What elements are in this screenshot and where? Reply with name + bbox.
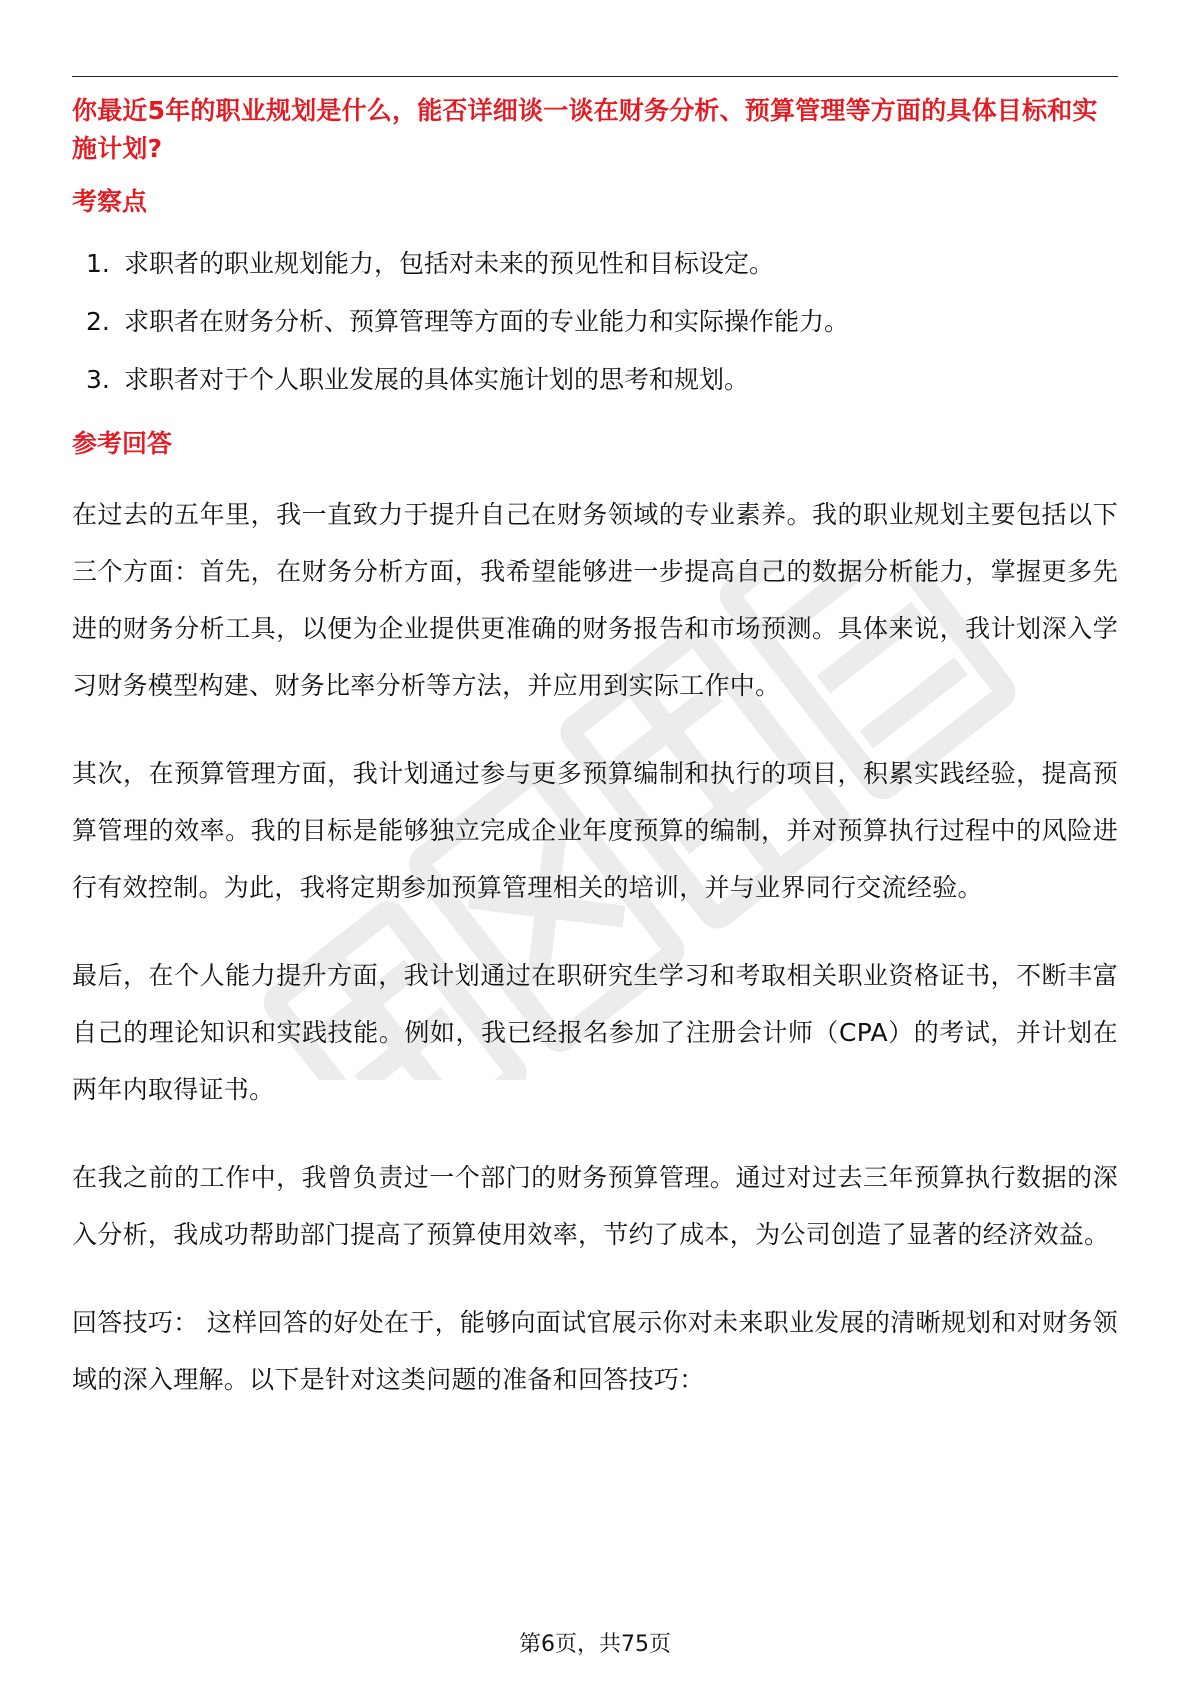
points-heading: 考察点 — [72, 187, 148, 216]
answer-tips-paragraph: 回答技巧： 这样回答的好处在于，能够向面试官展示你对未来职业发展的清晰规划和对财务领域的深入理解。以下是针对这类问题的准备和回答技巧： — [72, 1308, 1118, 1394]
list-item-number: 1. — [86, 249, 110, 278]
page-number-footer: 第6页，共75页 — [519, 1632, 671, 1657]
answer-paragraph: 在过去的五年里，我一直致力于提升自己在财务领域的专业素养。我的职业规划主要包括以下三个方面：首先，在财务分析方面，我希望能够进一步提高自己的数据分析能力，掌握更多先进的财务分析工具，以便为企业提供更准确的财务报告和市场预测。具体来说，我计划深入学习财务模型构建、财务比率分析等方法，并应用到实际工作中。 — [72, 500, 1118, 700]
list-item-text: 求职者对于个人职业发展的具体实施计划的思考和规划。 — [124, 365, 750, 394]
page-content — [72, 92, 1118, 1408]
list-item — [72, 246, 1118, 282]
list-item — [72, 362, 1118, 398]
answer-paragraph: 其次，在预算管理方面，我计划通过参与更多预算编制和执行的项目，积累实践经验，提高预算管理的效率。我的目标是能够独立完成企业年度预算的编制，并对预算执行过程中的风险进行有效控制。为此，我将定期参加预算管理相关的培训，并与业界同行交流经验。 — [72, 759, 1118, 902]
answer-paragraph: 最后，在个人能力提升方面，我计划通过在职研究生学习和考取相关职业资格证书，不断丰富自己的理论知识和实践技能。例如，我已经报名参加了注册会计师（CPA）的考试，并计划在两年内取得证书。 — [72, 961, 1118, 1104]
list-item-text: 求职者在财务分析、预算管理等方面的专业能力和实际操作能力。 — [124, 307, 850, 336]
answer-paragraph: 在我之前的工作中，我曾负责过一个部门的财务预算管理。通过对过去三年预算执行数据的深入分析，我成功帮助部门提高了预算使用效率，节约了成本，为公司创造了显著的经济效益。 — [72, 1163, 1118, 1249]
list-item-number: 3. — [86, 365, 110, 394]
list-item — [72, 304, 1118, 340]
list-item-text: 求职者的职业规划能力，包括对未来的预见性和目标设定。 — [124, 249, 775, 278]
top-divider — [72, 76, 1118, 77]
question-title: 你最近5年的职业规划是什么，能否详细谈一谈在财务分析、预算管理等方面的具体目标和实施计划? — [72, 96, 1098, 163]
answer-heading: 参考回答 — [72, 429, 173, 458]
list-item-number: 2. — [86, 307, 110, 336]
points-list — [72, 246, 1118, 398]
